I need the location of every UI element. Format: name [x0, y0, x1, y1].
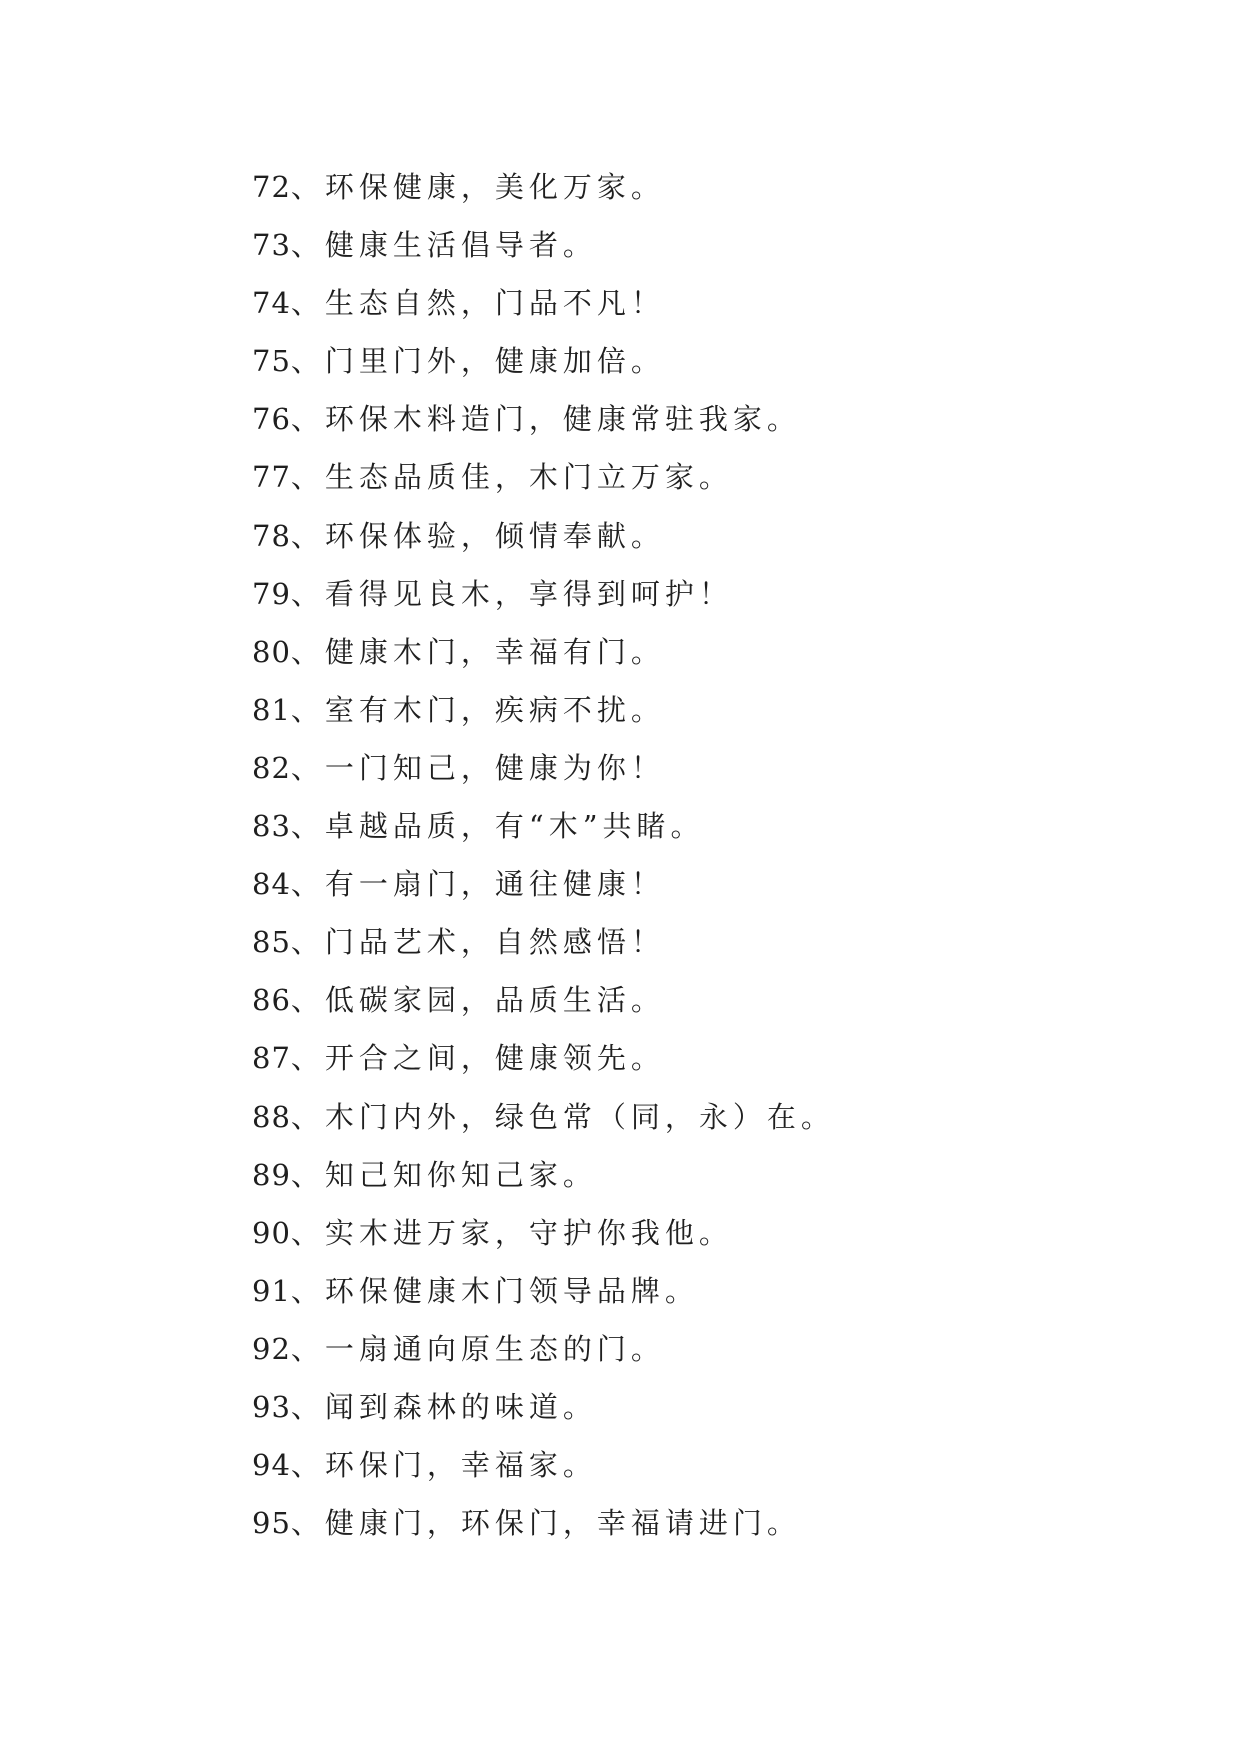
item-text: 、闻到森林的味道。 [290, 1389, 597, 1424]
item-text: 、健康生活倡导者。 [290, 228, 597, 263]
item-text: 、门品艺术，自然感悟！ [290, 925, 665, 960]
item-number: 89 [252, 1157, 291, 1192]
item-text: 、卓越品质，有“木”共睹。 [290, 809, 705, 844]
item-text: 、开合之间，健康领先。 [290, 1041, 665, 1076]
item-number: 91 [252, 1273, 291, 1308]
list-item [252, 1088, 835, 1146]
item-text: 、门里门外，健康加倍。 [290, 344, 665, 379]
item-number: 76 [252, 402, 291, 437]
item-number: 92 [252, 1331, 291, 1366]
item-text: 、健康门，环保门，幸福请进门。 [290, 1506, 801, 1541]
slogan-list [252, 158, 835, 1552]
item-number: 80 [252, 634, 291, 669]
item-number: 84 [252, 867, 291, 902]
list-item [252, 158, 835, 216]
item-text: 、一门知己，健康为你！ [290, 750, 665, 785]
item-number: 82 [252, 750, 291, 785]
item-number: 95 [252, 1506, 291, 1541]
item-number: 79 [252, 576, 291, 611]
item-text: 、看得见良木，享得到呵护！ [290, 576, 733, 611]
list-item [252, 913, 835, 971]
item-number: 93 [252, 1389, 291, 1424]
item-text: 、一扇通向原生态的门。 [290, 1331, 665, 1366]
list-item [252, 681, 835, 739]
item-number: 72 [252, 170, 291, 204]
item-text: 、环保体验，倾情奉献。 [290, 518, 665, 553]
item-number: 94 [252, 1448, 291, 1483]
item-text: 、环保健康，美化万家。 [290, 170, 665, 204]
list-item [252, 1146, 835, 1204]
list-item [252, 274, 835, 332]
list-item [252, 448, 835, 506]
item-text: 、室有木门，疾病不扰。 [290, 692, 665, 727]
item-number: 88 [252, 1099, 291, 1134]
list-item [252, 1436, 835, 1494]
item-text: 、健康木门，幸福有门。 [290, 634, 665, 669]
item-number: 74 [252, 286, 291, 321]
item-text: 、低碳家园，品质生活。 [290, 983, 665, 1018]
list-item [252, 390, 835, 448]
item-text: 、环保木料造门，健康常驻我家。 [290, 402, 801, 437]
list-item [252, 565, 835, 623]
list-item [252, 1262, 835, 1320]
item-number: 73 [252, 228, 291, 263]
list-item [252, 507, 835, 565]
item-number: 83 [252, 809, 291, 844]
list-item [252, 1029, 835, 1087]
item-text: 、木门内外，绿色常（同，永）在。 [290, 1099, 835, 1134]
item-text: 、知己知你知己家。 [290, 1157, 597, 1192]
list-item [252, 216, 835, 274]
list-item [252, 1494, 835, 1552]
list-item [252, 1204, 835, 1262]
item-number: 86 [252, 983, 291, 1018]
item-text: 、生态自然，门品不凡！ [290, 286, 665, 321]
item-number: 75 [252, 344, 291, 379]
item-text: 、环保门，幸福家。 [290, 1448, 597, 1483]
item-number: 85 [252, 925, 291, 960]
item-number: 90 [252, 1215, 291, 1250]
item-number: 77 [252, 460, 291, 495]
list-item [252, 855, 835, 913]
list-item [252, 797, 835, 855]
item-number: 81 [252, 692, 291, 727]
list-item [252, 739, 835, 797]
list-item [252, 332, 835, 390]
list-item [252, 971, 835, 1029]
item-text: 、实木进万家，守护你我他。 [290, 1215, 733, 1250]
item-text: 、生态品质佳，木门立万家。 [290, 460, 733, 495]
list-item [252, 1378, 835, 1436]
item-text: 、环保健康木门领导品牌。 [290, 1273, 699, 1308]
list-item [252, 1320, 835, 1378]
list-item [252, 623, 835, 681]
item-text: 、有一扇门，通往健康！ [290, 867, 665, 902]
item-number: 78 [252, 518, 291, 553]
item-number: 87 [252, 1041, 291, 1076]
